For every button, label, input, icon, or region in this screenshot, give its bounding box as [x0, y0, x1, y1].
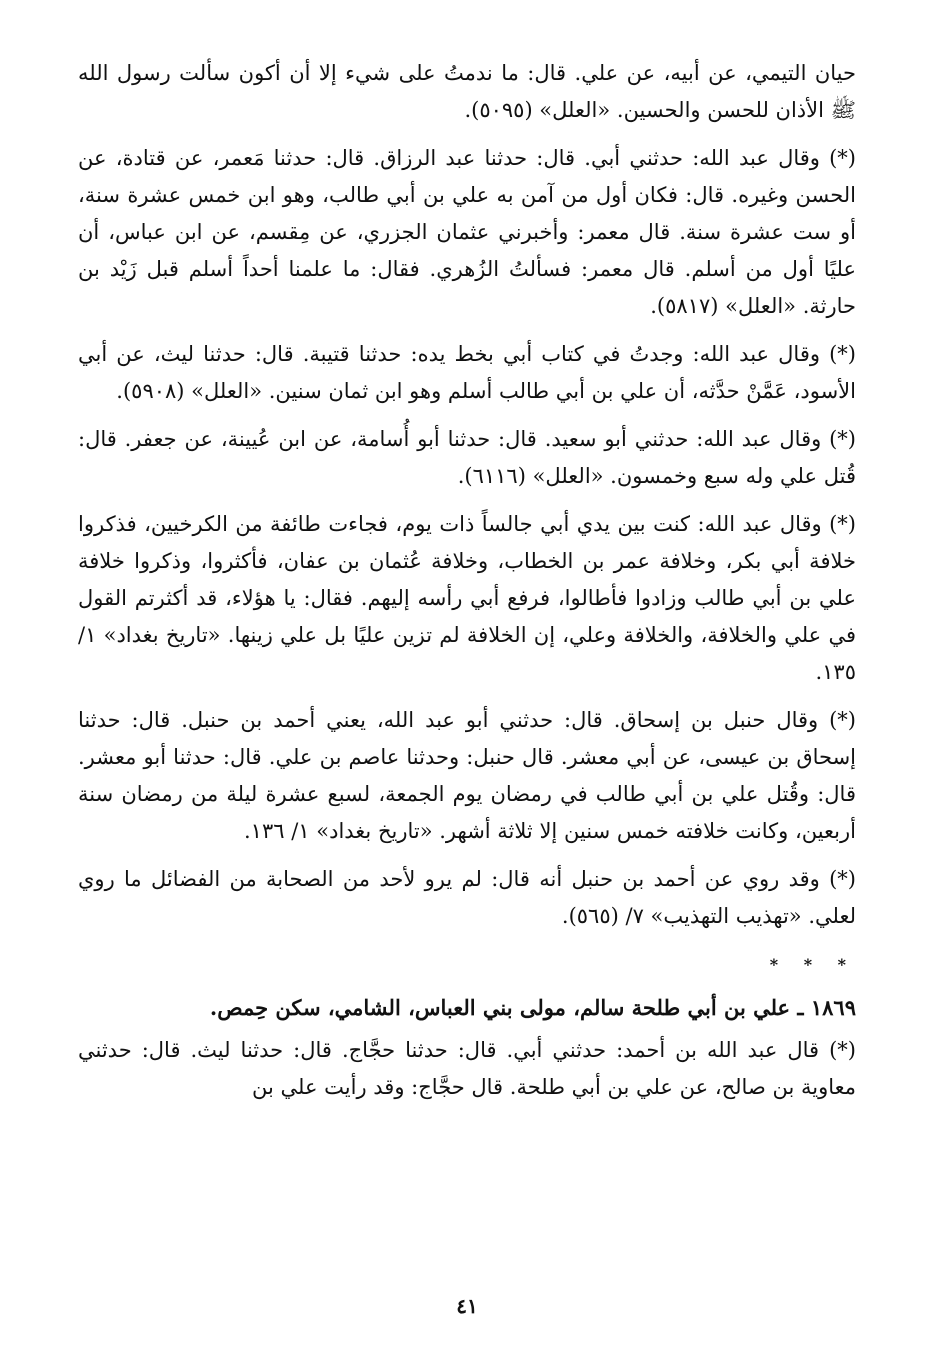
entry-paragraph: (*) قال عبد الله بن أحمد: حدثني أبي. قال: حدثنا حجَّاج. قال: حدثنا ليث. قال: حدثني معاوية بن صالح، عن علي بن أبي طلحة. قال حجَّاج: وقد رأيت علي بن: [78, 1038, 856, 1099]
page-number: ٤١: [456, 1294, 478, 1318]
paragraph-continuation: حيان التيمي، عن أبيه، عن علي. قال: ما ندمتُ على شيء إلا أن أكون سألت رسول الله ﷺ الأذان للحسن والحسين. «العلل» (٥٠٩٥).: [78, 61, 856, 122]
section-separator: * * *: [769, 955, 856, 974]
paragraph-tarikh-baghdad-135: (*) وقال عبد الله: كنت بين يدي أبي جالساً ذات يوم، فجاءت طائفة من الكرخيين، فذكروا خلافة أبي بكر، وخلافة عمر بن الخطاب، وخلافة عُثمان بن عفان، فأكثروا، وذكروا خلافة علي بن أبي طالب وزادوا فأطالوا، فرفع أبي رأسه إليهم. فقال: يا هؤلاء، قد أكثرتم القول في علي والخلافة، والخلافة وعلي، إن الخلافة لم تزين عليًا بل علي زينها. «تاريخ بغداد» ١/ ١٣٥.: [78, 512, 856, 684]
entry-heading: ١٨٦٩ ـ علي بن أبي طلحة سالم، مولى بني العباس، الشامي، سكن حِمص.: [209, 995, 856, 1020]
paragraph-ilal-5817: (*) وقال عبد الله: حدثني أبي. قال: حدثنا عبد الرزاق. قال: حدثنا مَعمر، عن قتادة، عن الحسن وغيره. قال: فكان أول من آمن به علي بن أبي طالب، وهو ابن خمس عشرة سنة، أو ست عشرة سنة. قال معمر: وأخبرني عثمان الجزري، عن مِقسم، عن ابن عباس، أن عليًا أول من أسلم. قال معمر: فسألتُ الزُهري. فقال: ما علمنا أحداً أسلم قبل زَيْد بن حارثة. «العلل» (٥٨١٧).: [78, 146, 856, 318]
paragraph-tarikh-baghdad-136: (*) وقال حنبل بن إسحاق. قال: حدثني أبو عبد الله، يعني أحمد بن حنبل. قال: حدثنا إسحاق بن عيسى، عن أبي معشر. قال حنبل: وحدثنا عاصم بن علي. قال: حدثنا أبو معشر. قال: وقُتل علي بن أبي طالب في رمضان يوم الجمعة، لسبع عشرة ليلة من رمضان سنة أربعين، وكانت خلافته خمس سنين إلا ثلاثة أشهر. «تاريخ بغداد» ١/ ١٣٦.: [78, 708, 856, 843]
paragraph-ilal-5908: (*) وقال عبد الله: وجدتُ في كتاب أبي بخط يده: حدثنا قتيبة. قال: حدثنا ليث، عن أبي الأسود، عَمَّنْ حدَّثه، أن علي بن أبي طالب أسلم وهو ابن ثمان سنين. «العلل» (٥٩٠٨).: [78, 342, 856, 403]
paragraph-ilal-6116: (*) وقال عبد الله: حدثني أبو سعيد. قال: حدثنا أبو أُسامة، عن ابن عُيينة، عن جعفر. قال: قُتل علي وله سبع وخمسون. «العلل» (٦١١٦).: [78, 427, 856, 488]
text-column: [78, 55, 856, 1117]
paragraph-tahdhib: (*) وقد روي عن أحمد بن حنبل أنه قال: لم يرو لأحد من الصحابة من الفضائل ما روي لعلي. «تهذيب التهذيب» ٧/ (٥٦٥).: [78, 867, 856, 928]
